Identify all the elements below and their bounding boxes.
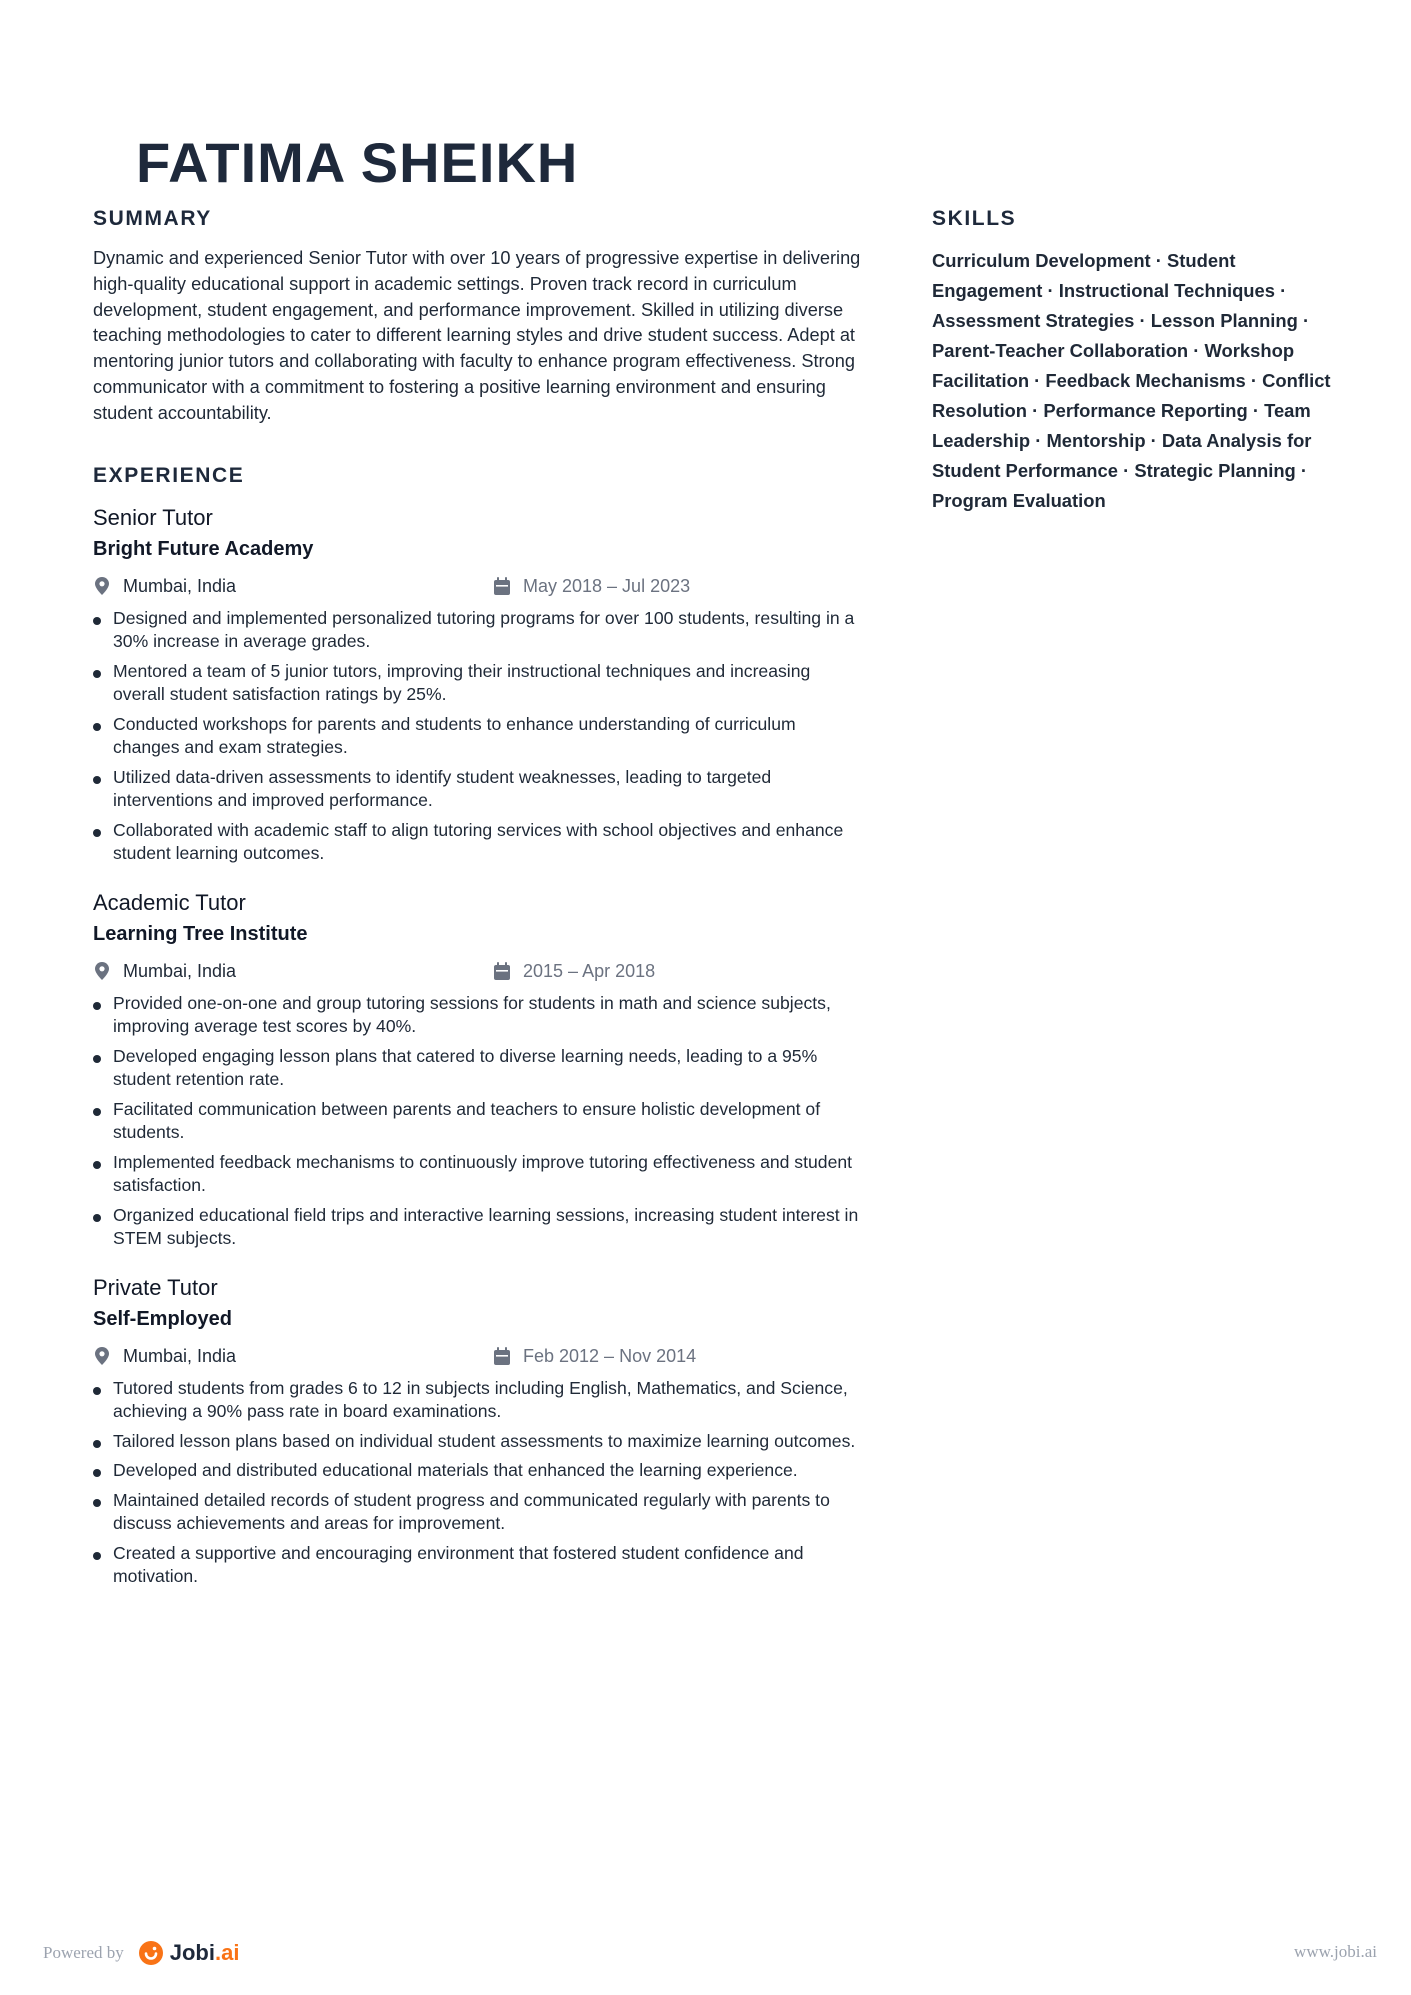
experience-heading: EXPERIENCE (93, 463, 245, 487)
job-location-text: Mumbai, India (123, 960, 237, 981)
job-bullets (93, 1377, 865, 1589)
job-bullet: Utilized data-driven assessments to identify student weaknesses, leading to targeted interventions and improved performance. (93, 766, 865, 813)
job-title: Senior Tutor (93, 504, 213, 530)
job-dates (493, 573, 690, 599)
job-bullet: Created a supportive and encouraging environment that fostered student confidence and motivation. (93, 1542, 865, 1589)
job-entry (93, 888, 865, 1251)
job-location (93, 1343, 236, 1369)
job-meta (93, 573, 865, 599)
job-bullet: Facilitated communication between parents and teachers to ensure holistic development of students. (93, 1098, 865, 1145)
job-location (93, 958, 236, 984)
calendar-icon (493, 961, 511, 981)
job-bullet: Tailored lesson plans based on individual student assessments to maximize learning outcomes. (93, 1430, 865, 1454)
job-dates-text: 2015 – Apr 2018 (523, 960, 656, 981)
map-pin-icon (93, 961, 111, 981)
summary-text: Dynamic and experienced Senior Tutor with over 10 years of progressive expertise in delivering high-quality educational support in academic settings. Proven track record in curriculum development, student engagement, and performance improvement. Skilled in utilizing diverse teaching methodologies to cater to different learning styles and drive student success. Adept at mentoring junior tutors and collaborating with faculty to enhance program effectiveness. Strong communicator with a commitment to fostering a positive learning environment and ensuring student accountability. (93, 248, 861, 423)
job-company: Bright Future Academy (93, 537, 314, 560)
job-bullet: Conducted workshops for parents and students to enhance understanding of curriculum changes and exam strategies. (93, 713, 865, 760)
job-bullet: Maintained detailed records of student progress and communicated regularly with parents to discuss achievements and areas for improvement. (93, 1489, 865, 1536)
website-link[interactable]: www.jobi.ai (1294, 1942, 1377, 1961)
main-column (93, 206, 865, 1595)
job-title: Private Tutor (93, 1274, 218, 1300)
job-company: Self-Employed (93, 1307, 232, 1330)
candidate-name: FATIMA SHEIKH (136, 131, 579, 194)
brand-suffix: .ai (214, 1940, 240, 1965)
job-title: Academic Tutor (93, 889, 246, 915)
powered-by-label: Powered by (43, 1943, 124, 1962)
job-location-text: Mumbai, India (123, 1345, 237, 1366)
job-dates (493, 1343, 696, 1369)
job-bullet: Organized educational field trips and interactive learning sessions, increasing student interest in STEM subjects. (93, 1204, 865, 1251)
job-location (93, 573, 236, 599)
summary-heading: SUMMARY (93, 207, 212, 230)
job-bullet: Mentored a team of 5 junior tutors, improving their instructional techniques and increasing overall student satisfaction ratings by 25%. (93, 660, 865, 707)
job-bullet: Tutored students from grades 6 to 12 in subjects including English, Mathematics, and Science, achieving a 90% pass rate in board examinations. (93, 1377, 865, 1424)
map-pin-icon (93, 576, 111, 596)
brand-main: Jobi (169, 1940, 215, 1965)
job-company: Learning Tree Institute (93, 922, 308, 945)
job-bullet: Implemented feedback mechanisms to continuously improve tutoring effectiveness and student satisfaction. (93, 1151, 865, 1198)
map-pin-icon (93, 1346, 111, 1366)
job-dates-text: Feb 2012 – Nov 2014 (523, 1345, 697, 1366)
job-meta (93, 1343, 865, 1369)
job-dates (493, 958, 655, 984)
job-dates-text: May 2018 – Jul 2023 (523, 575, 691, 596)
experience-list (93, 503, 865, 1589)
job-meta (93, 958, 865, 984)
sidebar-column (932, 206, 1332, 516)
calendar-icon (493, 1346, 511, 1366)
job-bullet: Provided one-on-one and group tutoring sessions for students in math and science subjects, improving average test scores by 40%. (93, 992, 865, 1039)
job-bullets (93, 607, 865, 866)
job-bullet: Designed and implemented personalized tutoring programs for over 100 students, resulting in a 30% increase in average grades. (93, 607, 865, 654)
powered-by (43, 1940, 239, 1966)
job-location-text: Mumbai, India (123, 575, 237, 596)
jobi-logo[interactable] (138, 1940, 240, 1966)
job-entry (93, 503, 865, 866)
skills-heading: SKILLS (932, 207, 1017, 230)
job-bullets (93, 992, 865, 1251)
job-bullet: Developed and distributed educational materials that enhanced the learning experience. (93, 1459, 865, 1483)
job-bullet: Developed engaging lesson plans that catered to diverse learning needs, leading to a 95% student retention rate. (93, 1045, 865, 1092)
job-bullet: Collaborated with academic staff to align tutoring services with school objectives and enhance student learning outcomes. (93, 819, 865, 866)
jobi-logo-icon (138, 1940, 164, 1966)
calendar-icon (493, 576, 511, 596)
skills-list: Curriculum Development · Student Engagement · Instructional Techniques · Assessment Strategies · Lesson Planning · Parent-Teacher Collaboration · Workshop Facilitation · Feedback Mechanisms · Conflict Resolution · Performance Reporting · Team Leadership · Mentorship · Data Analysis for Student Performance · Strategic Planning · Program Evaluation (932, 250, 1331, 511)
job-entry (93, 1273, 865, 1589)
